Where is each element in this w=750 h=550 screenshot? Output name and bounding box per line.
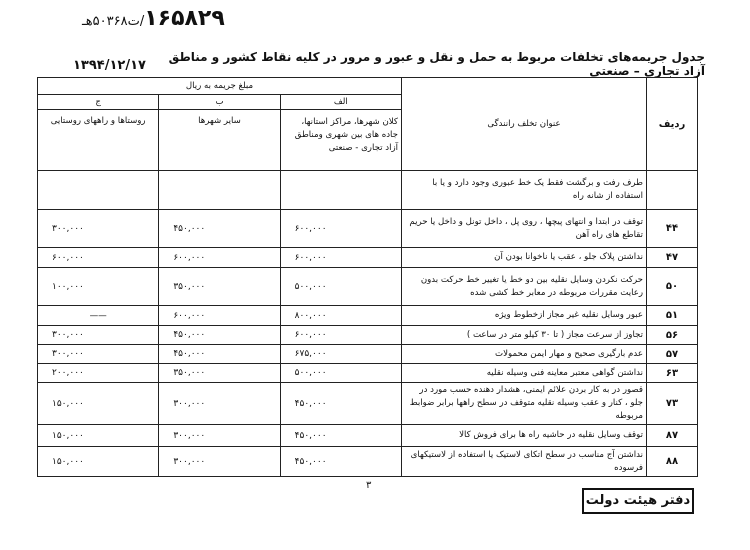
violation-title: تجاوز از سرعت مجاز ( تا ۳۰ کیلو متر در ساعت ) xyxy=(402,326,647,345)
document-date: ۱۳۹۴/۱۲/۱۷ xyxy=(73,58,146,73)
fines-table xyxy=(37,77,698,477)
row-number: ۸۸ xyxy=(647,447,698,477)
reference-code: /ت۵۰۳۶۸هـ xyxy=(82,14,145,29)
table-row xyxy=(38,210,698,248)
fine-c xyxy=(38,171,159,210)
table-row xyxy=(38,326,698,345)
header-col-c-desc: روستاها و راههای روستایی xyxy=(38,110,159,171)
fine-a: ۴۵۰,۰۰۰ xyxy=(280,425,401,447)
reference-number xyxy=(82,6,225,31)
fine-c: ۳۰۰,۰۰۰ xyxy=(38,326,159,345)
violation-title: طرف رفت و برگشت فقط یک خط عبوری وجود دارد و یا با استفاده از شانه راه xyxy=(402,171,647,210)
table-row xyxy=(38,306,698,326)
row-number: ۵۶ xyxy=(647,326,698,345)
fine-b: ۳۰۰,۰۰۰ xyxy=(159,383,280,425)
violation-title: توقف وسایل نقلیه در حاشیه راه ها برای فروش کالا xyxy=(402,425,647,447)
office-stamp: دفتر هیئت دولت xyxy=(582,488,694,514)
fine-b: ۴۵۰,۰۰۰ xyxy=(159,326,280,345)
row-number: ۵۷ xyxy=(647,345,698,364)
table-row xyxy=(38,248,698,268)
fine-a: ۶۰۰,۰۰۰ xyxy=(280,210,401,248)
violation-title: حرکت نکردن وسایل نقلیه بین دو خط یا تغییر خط حرکت بدون رعایت مقررات مربوطه در معابر خط کشی شده xyxy=(402,268,647,306)
row-number: ۴۷ xyxy=(647,248,698,268)
fine-b: ۳۵۰,۰۰۰ xyxy=(159,364,280,383)
violation-title: نداشتن آج مناسب در سطح اتکای لاستیک یا استفاده از لاستیکهای فرسوده xyxy=(402,447,647,477)
table-row xyxy=(38,171,698,210)
violation-title: نداشتن گواهی معتبر معاینه فنی وسیله نقلیه xyxy=(402,364,647,383)
header-row-number: ردیف xyxy=(647,78,698,171)
row-number: ۶۳ xyxy=(647,364,698,383)
fine-b: ۶۰۰,۰۰۰ xyxy=(159,306,280,326)
violation-title: عبور وسایل نقلیه غیر مجاز ازخطوط ویژه xyxy=(402,306,647,326)
violation-title: عدم بارگیری صحیح و مهار ایمن محمولات xyxy=(402,345,647,364)
reference-number-digits: ۱۶۵۸۲۹ xyxy=(144,6,225,31)
fine-a xyxy=(280,171,401,210)
fine-c: —— xyxy=(38,306,159,326)
fine-a: ۶۰۰,۰۰۰ xyxy=(280,248,401,268)
fine-b xyxy=(159,171,280,210)
row-number: ۵۱ xyxy=(647,306,698,326)
violation-title: قصور در به کار بردن علائم ایمنی، هشدار دهنده حسب مورد در جلو ، کنار و عقب وسیله نقلیه متوقف در سطح راهها برابر ضوابط مربوطه xyxy=(402,383,647,425)
document-title: جدول جریمه‌های تخلفات مربوط به حمل و نقل و عبور و مرور در کلیه نقاط کشور و مناطق آزاد تجاری – صنعتی xyxy=(168,50,705,78)
fine-b: ۶۰۰,۰۰۰ xyxy=(159,248,280,268)
fine-c: ۳۰۰,۰۰۰ xyxy=(38,345,159,364)
header-col-b-desc: سایر شهرها xyxy=(159,110,280,171)
fine-a: ۶۷۵,۰۰۰ xyxy=(280,345,401,364)
table-row xyxy=(38,425,698,447)
fine-a: ۵۰۰,۰۰۰ xyxy=(280,364,401,383)
fine-a: ۴۵۰,۰۰۰ xyxy=(280,383,401,425)
row-number xyxy=(647,171,698,210)
table-row xyxy=(38,447,698,477)
fine-a: ۶۰۰,۰۰۰ xyxy=(280,326,401,345)
fine-c: ۱۵۰,۰۰۰ xyxy=(38,383,159,425)
violation-title: توقف در ابتدا و انتهای پیچها ، روی پل ، داخل تونل و داخل یا حریم تقاطع های راه آهن xyxy=(402,210,647,248)
row-number: ۴۴ xyxy=(647,210,698,248)
header-violation-title: عنوان تخلف رانندگی xyxy=(402,78,647,171)
row-number: ۷۳ xyxy=(647,383,698,425)
fine-b: ۴۵۰,۰۰۰ xyxy=(159,345,280,364)
fine-b: ۳۰۰,۰۰۰ xyxy=(159,447,280,477)
fine-a: ۴۵۰,۰۰۰ xyxy=(280,447,401,477)
fine-c: ۱۵۰,۰۰۰ xyxy=(38,447,159,477)
header-col-b-letter: ب xyxy=(159,95,280,110)
row-number: ۸۷ xyxy=(647,425,698,447)
fine-b: ۴۵۰,۰۰۰ xyxy=(159,210,280,248)
row-number: ۵۰ xyxy=(647,268,698,306)
fine-c: ۳۰۰,۰۰۰ xyxy=(38,210,159,248)
fine-b: ۳۵۰,۰۰۰ xyxy=(159,268,280,306)
header-col-c-letter: ج xyxy=(38,95,159,110)
fine-c: ۲۰۰,۰۰۰ xyxy=(38,364,159,383)
fine-a: ۸۰۰,۰۰۰ xyxy=(280,306,401,326)
violation-title: نداشتن پلاک جلو ، عقب یا ناخوانا بودن آن xyxy=(402,248,647,268)
header-col-a-letter: الف xyxy=(280,95,401,110)
table-row xyxy=(38,345,698,364)
table-row xyxy=(38,268,698,306)
header-fine-amount: مبلغ جریمه به ریال xyxy=(38,78,402,95)
fine-b: ۳۰۰,۰۰۰ xyxy=(159,425,280,447)
fine-c: ۶۰۰,۰۰۰ xyxy=(38,248,159,268)
table-row xyxy=(38,364,698,383)
page-number: ۳ xyxy=(366,480,372,491)
table-row xyxy=(38,383,698,425)
fine-a: ۵۰۰,۰۰۰ xyxy=(280,268,401,306)
fine-c: ۱۰۰,۰۰۰ xyxy=(38,268,159,306)
header-col-a-desc: کلان شهرها، مراکز استانها، جاده های بین شهری ومناطق آزاد تجاری - صنعتی xyxy=(280,110,401,171)
fine-c: ۱۵۰,۰۰۰ xyxy=(38,425,159,447)
